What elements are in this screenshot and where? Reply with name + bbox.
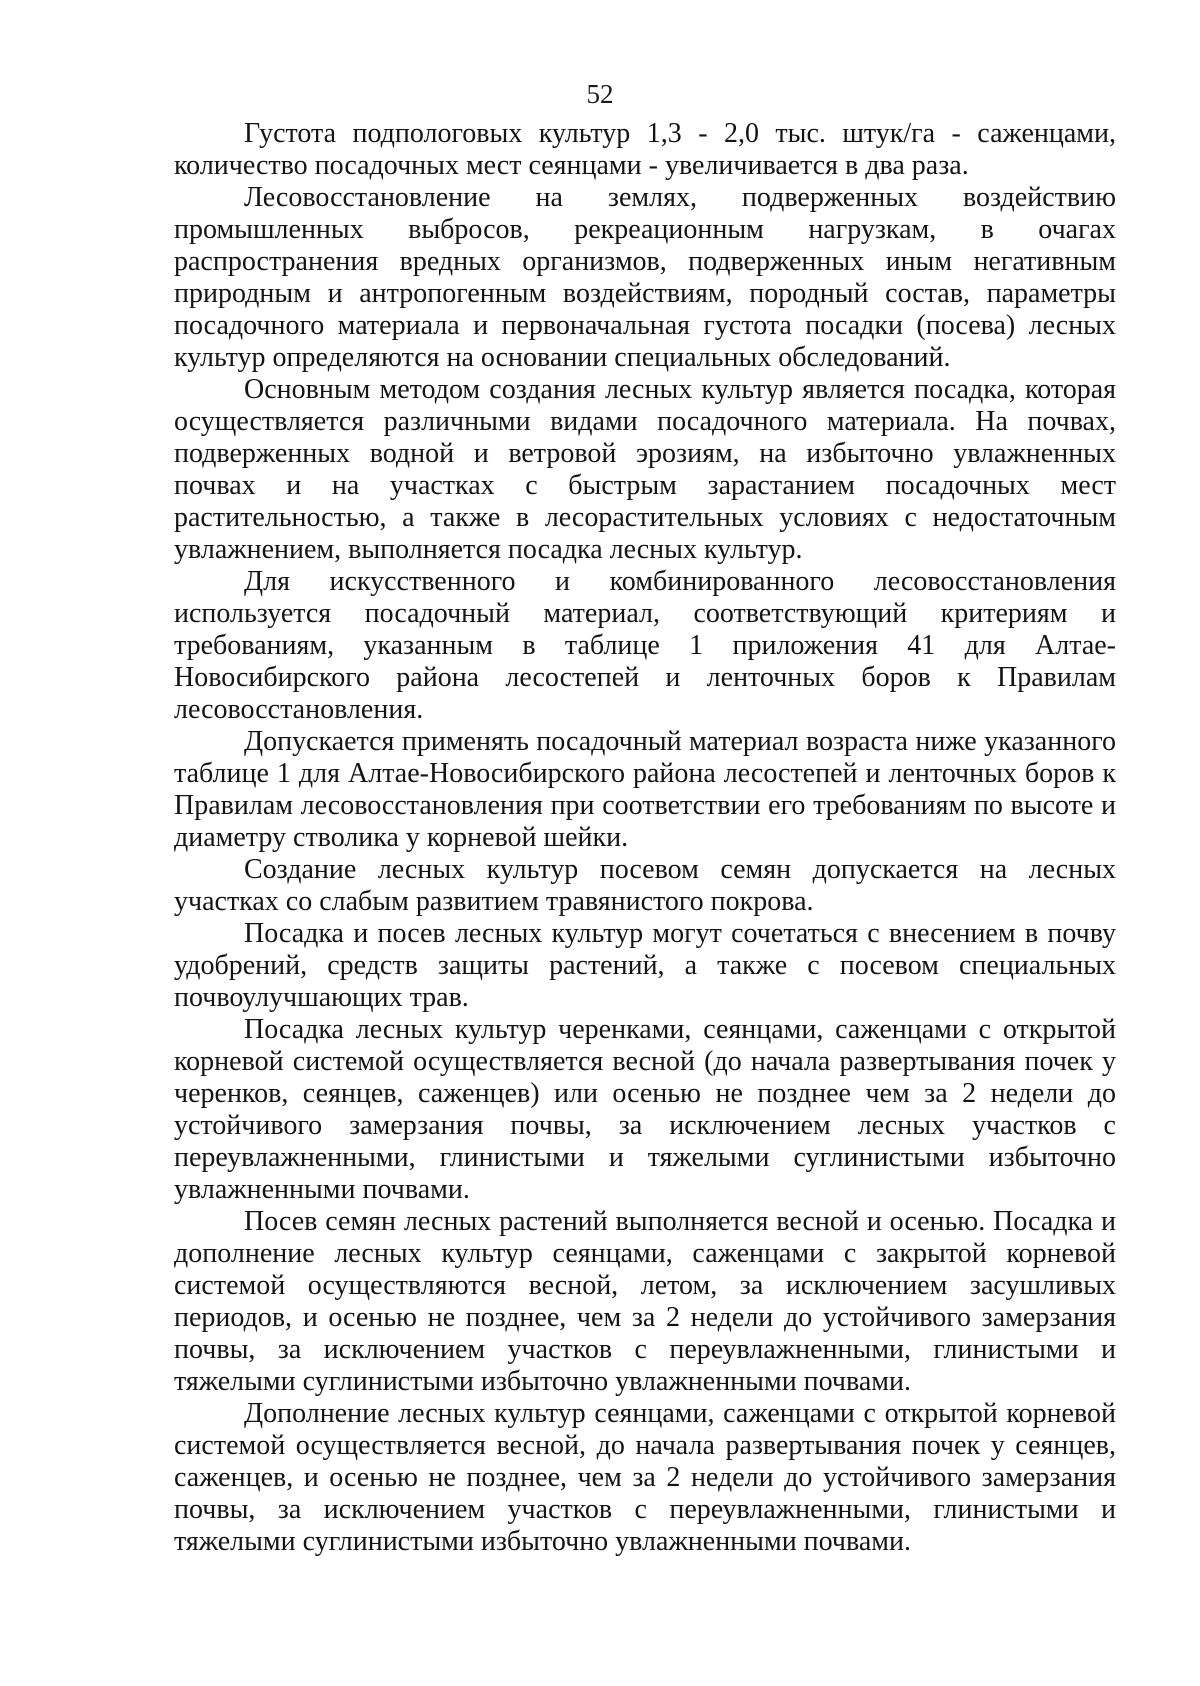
paragraph-material-age: Допускается применять посадочный материал возраста ниже указанного таблице 1 для Алтае-Новосибирского района лесостепей и ленточных боров к Правилам лесовосстановления при соответствии его требованиям по высоте и диаметру стволика у корневой шейки. bbox=[174, 726, 1116, 853]
paragraph-damaged-lands: Лесовосстановление на землях, подверженных воздействию промышленных выбросов, рекреационным нагрузкам, в очагах распространения вредных организмов, подверженных иным негативным природным и антропогенным воздействиям, породный состав, параметры посадочного материала и первоначальная густота посадки (посева) лесных культур определяются на основании специальных обследований. bbox=[174, 182, 1116, 373]
page-number: 52 bbox=[586, 79, 614, 109]
paragraph-fertilizers: Посадка и посев лесных культур могут сочетаться с внесением в почву удобрений, средств защиты растений, а также с посевом специальных почвоулучшающих трав. bbox=[174, 918, 1116, 1013]
paragraph-planting-density: Густота подпологовых культур 1,3 - 2,0 тыс. штук/га - саженцами, количество посадочных мест сеянцами - увеличивается в два раза. bbox=[174, 118, 1116, 181]
paragraph-planting-material: Для искусственного и комбинированного лесовосстановления используется посадочный материал, соответствующий критериям и требованиям, указанным в таблице 1 приложения 41 для Алтае-Новосибирского района лесостепей и ленточных боров к Правилам лесовосстановления. bbox=[174, 566, 1116, 725]
paragraph-seed-sowing: Создание лесных культур посевом семян допускается на лесных участках со слабым развитием травянистого покрова. bbox=[174, 854, 1116, 917]
paragraph-supplementing-cultures: Дополнение лесных культур сеянцами, саженцами с открытой корневой системой осуществляется весной, до начала развертывания почек у сеянцев, саженцев, и осенью не позднее, чем за 2 недели до устойчивого замерзания почвы, за исключением участков с переувлажненными, глинистыми и тяжелыми суглинистыми избыточно увлажненными почвами. bbox=[174, 1398, 1116, 1557]
document-body bbox=[174, 118, 1116, 1558]
paragraph-main-method: Основным методом создания лесных культур является посадка, которая осуществляется различными видами посадочного материала. На почвах, подверженных водной и ветровой эрозиям, на избыточно увлажненных почвах и на участках с быстрым зарастанием посадочных мест растительностью, а также в лесорастительных условиях с недостаточным увлажнением, выполняется посадка лесных культур. bbox=[174, 374, 1116, 565]
paragraph-closed-root-planting: Посев семян лесных растений выполняется весной и осенью. Посадка и дополнение лесных культур сеянцами, саженцами с закрытой корневой системой осуществляются весной, летом, за исключением засушливых периодов, и осенью не позднее, чем за 2 недели до устойчивого замерзания почвы, за исключением участков с переувлажненными, глинистыми и тяжелыми суглинистыми избыточно увлажненными почвами. bbox=[174, 1206, 1116, 1397]
paragraph-open-root-planting: Посадка лесных культур черенками, сеянцами, саженцами с открытой корневой системой осуществляется весной (до начала развертывания почек у черенков, сеянцев, саженцев) или осенью не позднее чем за 2 недели до устойчивого замерзания почвы, за исключением лесных участков с переувлажненными, глинистыми и тяжелыми суглинистыми избыточно увлажненными почвами. bbox=[174, 1014, 1116, 1205]
